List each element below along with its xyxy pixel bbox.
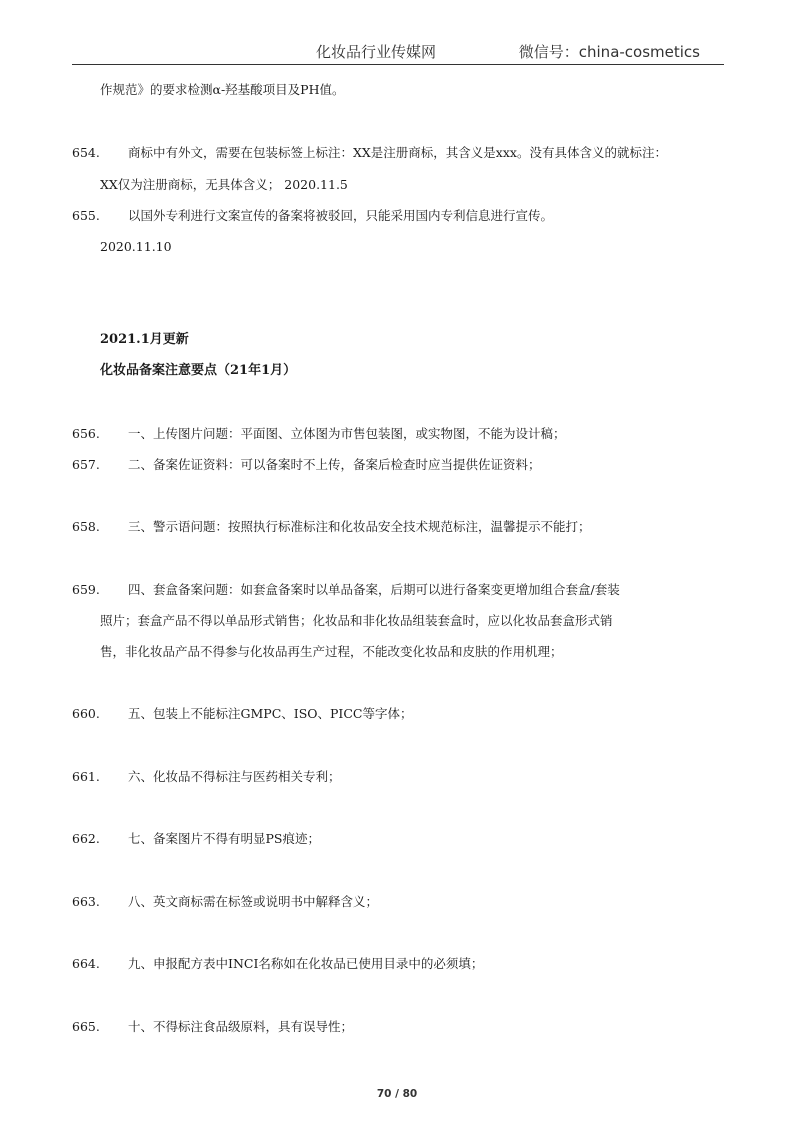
item-text: 八、英文商标需在标签或说明书中解释含义； [128,894,379,909]
item-number: 657. [72,457,100,472]
item-number: 655. [72,208,100,223]
item-text: 五、包装上不能标注GMPC、ISO、PICC等字体； [128,706,413,721]
item-text: 九、申报配方表中INCI名称如在化妆品已使用目录中的必须填； [128,956,484,971]
item-number: 660. [72,706,100,721]
item-text: 二、备案佐证资料：可以备案时不上传，备案后检查时应当提供佐证资料； [128,457,541,472]
item-text: 以国外专利进行文案宣传的备案将被驳回，只能采用国内专利信息进行宣传。 [128,208,554,223]
item-number: 665. [72,1019,100,1034]
site-name: 化妆品行业传媒网 [316,43,437,61]
page-number: 70 / 80 [376,1088,418,1100]
item-number: 656. [72,426,100,441]
item-text: 一、上传图片问题：平面图、立体图为市售包装图，或实物图，不能为设计稿； [128,426,566,441]
wechat-id: 微信号：china-cosmetics [518,43,700,61]
item-number: 654. [72,145,100,160]
section-title: 化妆品备案注意要点（21年1月） [100,363,297,378]
item-text: 三、警示语问题：按照执行标准标注和化妆品安全技术规范标注，温馨提示不能打； [128,519,591,534]
item-text: 七、备案图片不得有明显PS痕迹； [128,831,320,846]
item-number: 664. [72,956,100,971]
item-text: 十、不得标注食品级原料，具有误导性； [128,1019,354,1034]
item-text: 2020.11.10 [100,239,172,254]
item-number: 663. [72,894,100,909]
intro-continuation: 作规范》的要求检测α-羟基酸项目及PH值。 [100,82,345,97]
item-text: 售，非化妆品产品不得参与化妆品再生产过程，不能改变化妆品和皮肤的作用机理； [100,644,563,659]
item-number: 662. [72,831,100,846]
item-number: 659. [72,582,100,597]
item-number: 658. [72,519,100,534]
item-text: 照片；套盒产品不得以单品形式销售；化妆品和非化妆品组装套盒时，应以化妆品套盒形式销 [100,613,613,628]
update-heading: 2021.1月更新 [100,332,189,347]
item-number: 661. [72,769,100,784]
page-header [72,40,724,65]
item-text: XX仅为注册商标，无具体含义； 2020.11.5 [100,177,348,192]
item-text: 商标中有外文，需要在包装标签上标注：XX是注册商标，其含义是xxx。没有具体含义的就标注： [128,145,667,160]
item-text: 四、套盒备案问题：如套盒备案时以单品备案，后期可以进行备案变更增加组合套盒/套装 [128,582,620,597]
item-text: 六、化妆品不得标注与医药相关专利； [128,769,341,784]
